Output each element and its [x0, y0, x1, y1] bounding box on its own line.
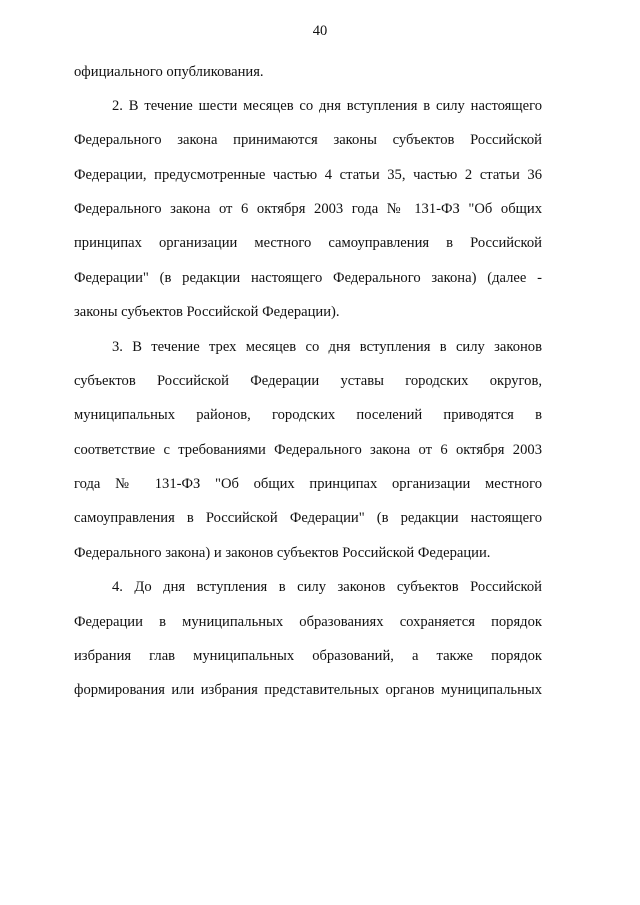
text-line: принципах организации местного самоуправления в Российской — [74, 235, 542, 251]
text-line: самоуправления в Российской Федерации" (в редакции настоящего — [74, 510, 542, 526]
text-line: избрания глав муниципальных образований, а также порядок — [74, 648, 542, 664]
text-line: муниципальных районов, городских поселений приводятся в — [74, 407, 542, 423]
text-line: 4. До дня вступления в силу законов субъектов Российской — [112, 579, 542, 595]
text-line: соответствие с требованиями Федерального закона от 6 октября 2003 — [74, 442, 542, 458]
text-line: Федерации" (в редакции настоящего Федерального закона) (далее - — [74, 270, 542, 286]
text-line: Федерального закона от 6 октября 2003 года № 131-ФЗ "Об общих — [74, 201, 542, 217]
page-number: 40 — [312, 23, 328, 39]
text-line: 3. В течение трех месяцев со дня вступления в силу законов — [112, 339, 542, 355]
text-line: 2. В течение шести месяцев со дня вступления в силу настоящего — [112, 98, 542, 114]
text-line: Федерального закона принимаются законы субъектов Российской — [74, 132, 542, 148]
text-line: субъектов Российской Федерации уставы городских округов, — [74, 373, 542, 389]
text-line: официального опубликования. — [74, 64, 264, 80]
text-line: года № 131-ФЗ "Об общих принципах организации местного — [74, 476, 542, 492]
text-line: Федерации, предусмотренные частью 4 статьи 35, частью 2 статьи 36 — [74, 167, 542, 183]
text-line: Федерации в муниципальных образованиях сохраняется порядок — [74, 614, 542, 630]
text-line: формирования или избрания представительных органов муниципальных — [74, 682, 542, 698]
text-line: законы субъектов Российской Федерации). — [74, 304, 340, 320]
text-line: Федерального закона) и законов субъектов Российской Федерации. — [74, 545, 491, 561]
